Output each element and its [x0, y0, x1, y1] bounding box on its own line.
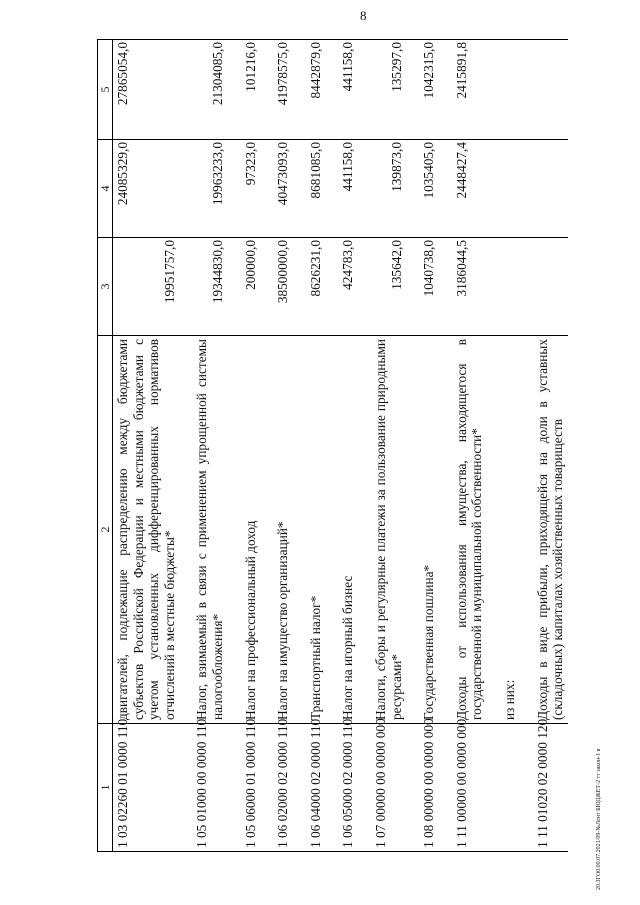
- row-value-col4: 441158,0: [338, 140, 358, 238]
- column-header-3: 3: [98, 238, 113, 336]
- table-row: [533, 40, 568, 852]
- page-number: 8: [360, 8, 367, 23]
- row-value-col5: 41978575,0: [273, 40, 293, 140]
- row-value-col3: 135642,0: [371, 238, 406, 336]
- row-name: Налог на профессиональный доход: [241, 336, 261, 724]
- row-value-col3: 200000,0: [241, 238, 261, 336]
- column-header-2: 2: [98, 336, 113, 724]
- table-row: [241, 40, 261, 852]
- table-row: [371, 40, 406, 852]
- row-value-col4: 97323,0: [241, 140, 261, 238]
- row-value-col5: [500, 40, 520, 140]
- row-name: Доходы от использования имущества, находящегося в государственной и муниципальной собственности*: [452, 336, 487, 724]
- row-name: из них:: [500, 336, 520, 724]
- row-value-col3: 19344830,0: [192, 238, 227, 336]
- row-code: 1 06 05000 02 0000 110: [338, 724, 358, 852]
- table-row: [273, 40, 293, 852]
- row-value-col4: 24085329,0: [113, 140, 180, 238]
- row-value-col5: 135297,0: [371, 40, 406, 140]
- row-value-col3: 3186044,5: [452, 238, 487, 336]
- row-name: Налоги, сборы и регулярные платежи за пользование природными ресурсами*: [371, 336, 406, 724]
- row-value-col5: 1042315,0: [419, 40, 439, 140]
- row-name: Государственная пошлина*: [419, 336, 439, 724]
- table-row: [113, 40, 180, 852]
- row-value-col3: [500, 238, 520, 336]
- row-value-col4: 19963233,0: [192, 140, 227, 238]
- row-value-col5: 101216,0: [241, 40, 261, 140]
- table-row: [192, 40, 227, 852]
- row-name: Налог, взимаемый в связи с применением упрощенной системы налогообложения*: [192, 336, 227, 724]
- row-code: 1 08 00000 00 0000 000: [419, 724, 439, 852]
- column-header-1: 1: [98, 724, 113, 852]
- row-value-col4: [500, 140, 520, 238]
- row-value-col4: 1035405,0: [419, 140, 439, 238]
- row-name: Налог на имущество организаций*: [273, 336, 293, 724]
- column-header-4: 4: [98, 140, 113, 238]
- row-value-col3: 38500000,0: [273, 238, 293, 336]
- row-value-col5: [533, 40, 568, 140]
- table-row: [500, 40, 520, 852]
- row-code: 1 05 06000 01 0000 110: [241, 724, 261, 852]
- footer-document-code: 20.ЗГО0.00.07.2021/09-№Лент БЮДЖЕТ-2 тт закон-1 в: [596, 748, 602, 890]
- rotated-budget-table-container: [97, 40, 603, 852]
- row-value-col5: 27865054,0: [113, 40, 180, 140]
- row-value-col3: 19951757,0: [113, 238, 180, 336]
- row-value-col3: [533, 238, 568, 336]
- table-row: [306, 40, 326, 852]
- row-code: 1 06 02000 02 0000 110: [273, 724, 293, 852]
- row-code: 1 11 00000 00 0000 000: [452, 724, 487, 852]
- row-code: 1 03 02260 01 0000 110: [113, 724, 180, 852]
- table-row: [419, 40, 439, 852]
- table-row: [338, 40, 358, 852]
- row-value-col5: 2415891,8: [452, 40, 487, 140]
- row-code: 1 07 00000 00 0000 000: [371, 724, 406, 852]
- row-code: 1 06 04000 02 0000 110: [306, 724, 326, 852]
- row-value-col4: [533, 140, 568, 238]
- row-value-col4: 2448427,4: [452, 140, 487, 238]
- row-name: двигателей, подлежащие распределению между бюджетами субъектов Российской Федерации и местными бюджетами с учетом установленных дифференцированных нормативов отчислений в местные бюджеты*: [113, 336, 180, 724]
- row-name: Транспортный налог*: [306, 336, 326, 724]
- row-code: [500, 724, 520, 852]
- table-header-row: [98, 40, 113, 852]
- row-value-col3: 8626231,0: [306, 238, 326, 336]
- budget-revenue-table: [97, 39, 568, 852]
- row-value-col5: 21304085,0: [192, 40, 227, 140]
- column-header-5: 5: [98, 40, 113, 140]
- row-name: Налог на игорный бизнес: [338, 336, 358, 724]
- table-row: [452, 40, 487, 852]
- row-value-col3: 424783,0: [338, 238, 358, 336]
- row-code: 1 11 01020 02 0000 120: [533, 724, 568, 852]
- row-value-col5: 8442879,0: [306, 40, 326, 140]
- row-value-col3: 1040738,0: [419, 238, 439, 336]
- row-value-col5: 441158,0: [338, 40, 358, 140]
- row-value-col4: 139873,0: [371, 140, 406, 238]
- row-value-col4: 40473093,0: [273, 140, 293, 238]
- row-name: Доходы в виде прибыли, приходящейся на доли в уставных (складочных) капиталах хозяйственных товариществ: [533, 336, 568, 724]
- row-value-col4: 8681085,0: [306, 140, 326, 238]
- row-code: 1 05 01000 00 0000 110: [192, 724, 227, 852]
